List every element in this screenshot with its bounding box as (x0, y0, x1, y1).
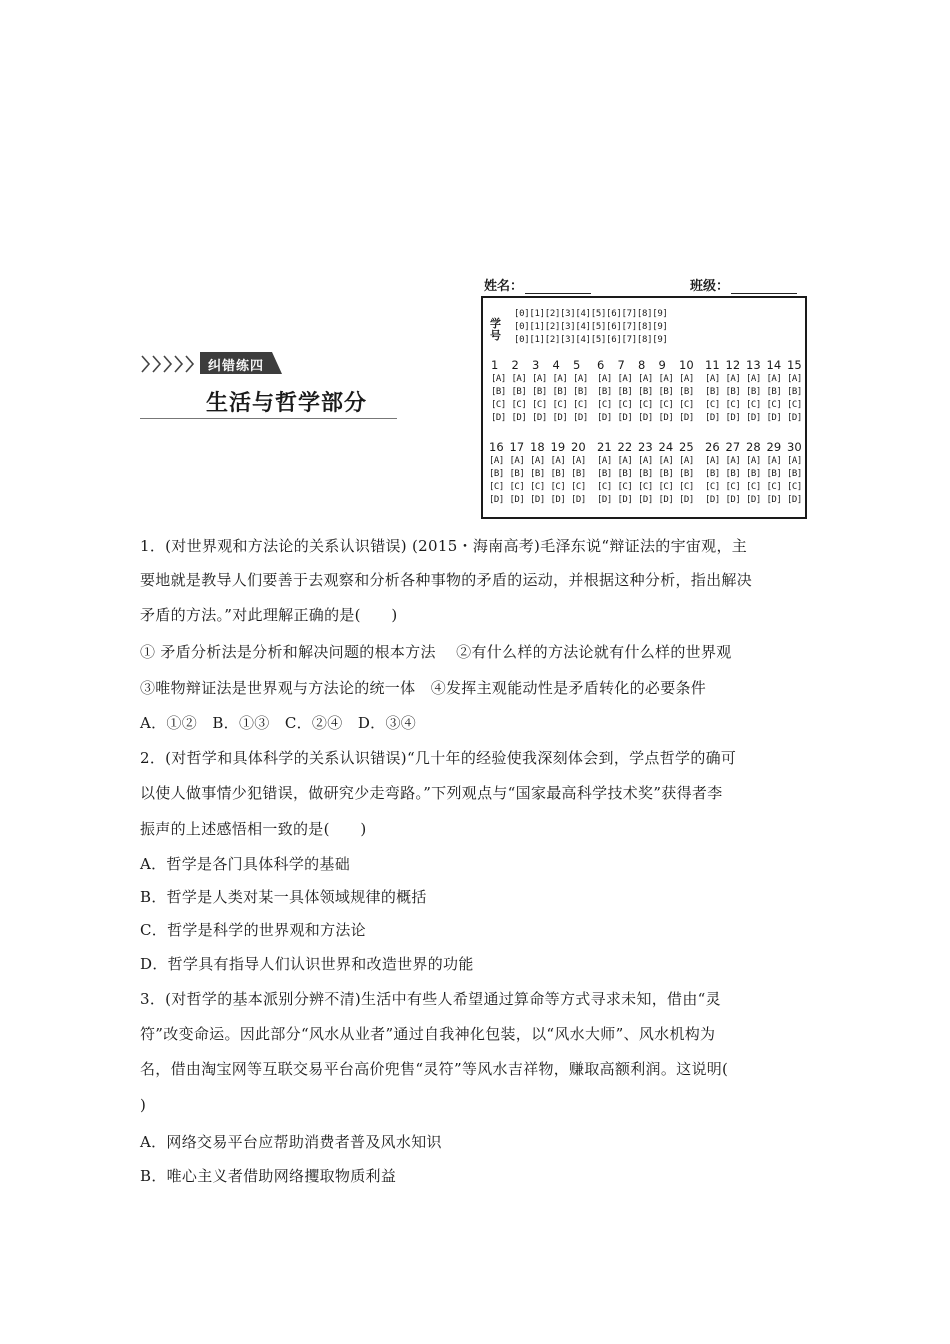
option-bubble: [D] (725, 495, 741, 505)
answer-group (705, 440, 808, 508)
question-number: 14 (766, 358, 782, 372)
option-row-d (491, 413, 594, 426)
option-row-a (597, 374, 700, 387)
option-bubble: [B] (532, 387, 547, 397)
question-number: 19 (550, 440, 566, 454)
option-bubble: [A] (530, 456, 545, 466)
option-bubble: [B] (766, 469, 782, 479)
option-bubble: [A] (571, 456, 586, 466)
question-number: 11 (705, 358, 720, 372)
option-row-d (705, 495, 808, 508)
option-row-d (489, 495, 592, 508)
page-title: 生活与哲学部分 (206, 391, 368, 416)
option-row-c (491, 400, 594, 413)
option-bubble: [A] (617, 374, 633, 384)
option-row-d (705, 413, 808, 426)
option-bubble: [B] (597, 387, 612, 397)
option-bubble: [B] (725, 387, 741, 397)
option-bubble: [A] (617, 456, 633, 466)
option-bubble: [D] (509, 495, 525, 505)
question-3-text: 符”改变命运。因此部分“风水从业者”通过自我神化包装，以“风水大师”、风水机构为 (140, 1025, 716, 1043)
question-number: 3 (532, 358, 540, 372)
question-number: 2 (511, 358, 519, 372)
option-bubble: [B] (705, 469, 720, 479)
option-row-a (705, 456, 808, 469)
question-3-text: ) (140, 1096, 147, 1114)
option-bubble: [D] (573, 413, 588, 423)
option-bubble: [B] (787, 469, 802, 479)
option-row-a (705, 374, 808, 387)
option-bubble: [B] (679, 387, 694, 397)
option-bubble: [D] (787, 413, 802, 423)
option-bubble: [B] (617, 469, 633, 479)
question-number: 9 (658, 358, 666, 372)
question-2-text: 以使人做事情少犯错误，做研究少走弯路。”下列观点与“国家最高科学技术奖”获得者李 (140, 784, 723, 802)
option-bubble: [C] (679, 400, 694, 410)
option-bubbles (597, 456, 700, 508)
question-number: 18 (530, 440, 545, 454)
question-number: 10 (679, 358, 694, 372)
id-row: [0][1][2][3][4][5][6][7][8][9] (514, 335, 668, 345)
option-row-a (491, 374, 594, 387)
option-bubble: [D] (597, 495, 612, 505)
answer-group (489, 440, 592, 508)
option-bubble: [A] (573, 374, 588, 384)
option-row-b (597, 469, 700, 482)
option-row-c (705, 400, 808, 413)
option-bubble: [C] (725, 400, 741, 410)
option-bubble: [D] (746, 495, 761, 505)
option-bubble: [A] (489, 456, 504, 466)
option-bubble: [C] (725, 482, 741, 492)
option-bubble: [B] (679, 469, 694, 479)
option-bubble: [B] (658, 469, 674, 479)
option-bubble: [B] (511, 387, 527, 397)
question-number: 28 (746, 440, 761, 454)
option-bubble: [C] (658, 400, 674, 410)
option-bubble: [D] (746, 413, 761, 423)
option-bubble: [C] (746, 482, 761, 492)
option-bubble: [C] (530, 482, 545, 492)
option-bubble: [B] (550, 469, 566, 479)
title-divider (140, 418, 397, 419)
option-bubble: [A] (787, 374, 802, 384)
option-bubble: [A] (725, 374, 741, 384)
option-bubble: [A] (597, 374, 612, 384)
question-number: 8 (638, 358, 646, 372)
question-number: 7 (617, 358, 625, 372)
option-bubble: [C] (679, 482, 694, 492)
option-bubble: [C] (491, 400, 506, 410)
id-row: [0][1][2][3][4][5][6][7][8][9] (514, 322, 668, 332)
question-number: 20 (571, 440, 586, 454)
question-number: 21 (597, 440, 612, 454)
option-bubble: [D] (617, 495, 633, 505)
option-bubble: [C] (511, 400, 527, 410)
option-bubble: [A] (511, 374, 527, 384)
answer-group (597, 358, 700, 426)
option-bubble: [A] (787, 456, 802, 466)
option-bubble: [D] (552, 413, 568, 423)
student-id-bubbles (514, 308, 668, 347)
option-bubble: [D] (530, 495, 545, 505)
option-row-d (597, 495, 700, 508)
name-blank (525, 279, 591, 294)
option-bubble: [A] (746, 456, 761, 466)
option-row-a (597, 456, 700, 469)
class-field (690, 275, 797, 294)
question-2-option-d: D．哲学具有指导人们认识世界和改造世界的功能 (140, 955, 474, 973)
option-bubble: [D] (658, 495, 674, 505)
option-bubble: [B] (552, 387, 568, 397)
question-number: 25 (679, 440, 694, 454)
option-bubble: [C] (658, 482, 674, 492)
option-bubble: [D] (679, 495, 694, 505)
option-bubble: [C] (573, 400, 588, 410)
option-bubble: [D] (617, 413, 633, 423)
option-bubble: [C] (705, 482, 720, 492)
option-bubble: [D] (725, 413, 741, 423)
option-bubble: [B] (658, 387, 674, 397)
option-bubble: [C] (787, 482, 802, 492)
option-bubble: [C] (509, 482, 525, 492)
answer-group (491, 358, 594, 426)
option-row-c (705, 482, 808, 495)
question-number: 16 (489, 440, 504, 454)
option-row-b (489, 469, 592, 482)
option-bubble: [A] (597, 456, 612, 466)
option-row-c (597, 400, 700, 413)
question-number: 24 (658, 440, 674, 454)
option-bubble: [D] (658, 413, 674, 423)
option-bubble: [D] (571, 495, 586, 505)
option-bubble: [A] (491, 374, 506, 384)
question-number: 26 (705, 440, 720, 454)
section-tag (200, 352, 282, 374)
option-bubble: [A] (638, 456, 653, 466)
option-bubble: [D] (489, 495, 504, 505)
option-bubble: [C] (597, 400, 612, 410)
question-1-text: 要地就是教导人们要善于去观察和分析各种事物的矛盾的运动，并根据这种分析，指出解决 (140, 571, 753, 589)
option-bubble: [B] (530, 469, 545, 479)
answer-group (597, 440, 700, 508)
question-3-option-b: B．唯心主义者借助网络攫取物质利益 (140, 1167, 397, 1185)
option-row-c (489, 482, 592, 495)
option-bubble: [B] (573, 387, 588, 397)
option-bubble: [C] (638, 482, 653, 492)
option-bubble: [A] (658, 456, 674, 466)
id-row: [0][1][2][3][4][5][6][7][8][9] (514, 309, 668, 319)
question-1-text: 1．(对世界观和方法论的关系认识错误) (2015・海南高考)毛泽东说“辩证法的宇宙观，主 (140, 537, 748, 555)
option-bubble: [C] (705, 400, 720, 410)
option-row-d (597, 413, 700, 426)
option-bubble: [B] (638, 387, 653, 397)
option-bubble: [A] (766, 456, 782, 466)
answer-sheet (481, 296, 807, 519)
question-1-options: A．①② B．①③ C．②④ D．③④ (140, 714, 417, 732)
question-2-option-a: A．哲学是各门具体科学的基础 (140, 855, 351, 873)
question-3-option-a: A．网络交易平台应帮助消费者普及风水知识 (140, 1133, 442, 1151)
option-bubble: [A] (705, 456, 720, 466)
option-bubble: [B] (725, 469, 741, 479)
question-2-text: 振声的上述感悟相一致的是( ) (140, 820, 367, 838)
option-bubble: [D] (532, 413, 547, 423)
option-bubble: [B] (571, 469, 586, 479)
option-bubble: [D] (787, 495, 802, 505)
option-bubble: [B] (597, 469, 612, 479)
option-bubble: [B] (746, 387, 761, 397)
class-label: 班级： (690, 279, 730, 294)
option-bubble: [B] (787, 387, 802, 397)
question-number: 1 (491, 358, 499, 372)
question-number: 30 (787, 440, 802, 454)
option-row-b (705, 387, 808, 400)
option-bubble: [D] (491, 413, 506, 423)
option-bubble: [D] (766, 413, 782, 423)
option-bubble: [B] (705, 387, 720, 397)
option-bubble: [D] (705, 495, 720, 505)
question-number: 15 (787, 358, 802, 372)
option-bubble: [C] (787, 400, 802, 410)
question-number: 27 (725, 440, 741, 454)
option-bubble: [A] (638, 374, 653, 384)
option-bubble: [D] (705, 413, 720, 423)
option-row-c (597, 482, 700, 495)
question-3-text: 名，借由淘宝网等互联交易平台高价兜售“灵符”等风水吉祥物，赚取高额利润。这说明( (140, 1060, 729, 1078)
question-number: 13 (746, 358, 761, 372)
option-row-b (491, 387, 594, 400)
name-label: 姓名： (484, 279, 524, 294)
section-tag-label: 纠错练四 (208, 359, 265, 374)
question-number: 17 (509, 440, 525, 454)
option-bubble: [A] (679, 456, 694, 466)
option-bubble: [D] (679, 413, 694, 423)
option-bubble: [D] (597, 413, 612, 423)
question-number: 23 (638, 440, 653, 454)
option-row-b (597, 387, 700, 400)
answer-group (705, 358, 808, 426)
option-bubble: [B] (491, 387, 506, 397)
option-bubble: [A] (766, 374, 782, 384)
question-2-text: 2．(对哲学和具体科学的关系认识错误)“几十年的经验使我深刻体会到，学点哲学的确可 (140, 749, 737, 767)
option-bubbles (491, 374, 594, 426)
option-bubble: [B] (746, 469, 761, 479)
question-1-statements: ① 矛盾分析法是分析和解决问题的根本方法 ②有什么样的方法论就有什么样的世界观 (140, 643, 732, 661)
option-bubbles (705, 374, 808, 426)
question-number: 4 (552, 358, 560, 372)
name-field (484, 275, 591, 294)
option-row-a (489, 456, 592, 469)
option-bubble: [D] (638, 413, 653, 423)
option-bubbles (705, 456, 808, 508)
option-bubble: [C] (571, 482, 586, 492)
option-bubble: [C] (489, 482, 504, 492)
option-bubble: [C] (617, 482, 633, 492)
option-bubble: [C] (766, 482, 782, 492)
question-3-text: 3．(对哲学的基本派别分辨不清)生活中有些人希望通过算命等方式寻求未知，借由“灵 (140, 990, 721, 1008)
option-bubble: [A] (705, 374, 720, 384)
question-number: 29 (766, 440, 782, 454)
question-2-option-b: B．哲学是人类对某一具体领域规律的概括 (140, 888, 427, 906)
option-bubbles (489, 456, 592, 508)
option-bubbles (597, 374, 700, 426)
option-bubble: [A] (679, 374, 694, 384)
option-bubble: [B] (617, 387, 633, 397)
option-bubble: [A] (725, 456, 741, 466)
option-bubble: [D] (638, 495, 653, 505)
option-row-b (705, 469, 808, 482)
option-bubble: [B] (766, 387, 782, 397)
option-bubble: [A] (746, 374, 761, 384)
option-bubble: [C] (550, 482, 566, 492)
question-1-text: 矛盾的方法。”对此理解正确的是( ) (140, 606, 398, 624)
class-blank (731, 279, 797, 294)
option-bubble: [C] (746, 400, 761, 410)
option-bubble: [C] (552, 400, 568, 410)
option-bubble: [D] (550, 495, 566, 505)
option-bubble: [A] (550, 456, 566, 466)
option-bubble: [D] (511, 413, 527, 423)
option-bubble: [C] (532, 400, 547, 410)
option-bubble: [C] (766, 400, 782, 410)
question-number: 12 (725, 358, 741, 372)
option-bubble: [C] (617, 400, 633, 410)
chevron-decoration-icon (140, 353, 200, 375)
option-bubble: [C] (638, 400, 653, 410)
question-2-option-c: C．哲学是科学的世界观和方法论 (140, 921, 366, 939)
question-1-statements: ③唯物辩证法是世界观与方法论的统一体 ④发挥主观能动性是矛盾转化的必要条件 (140, 679, 707, 697)
option-bubble: [B] (638, 469, 653, 479)
option-bubble: [C] (597, 482, 612, 492)
question-number: 5 (573, 358, 581, 372)
question-number: 22 (617, 440, 633, 454)
question-number: 6 (597, 358, 605, 372)
option-bubble: [A] (532, 374, 547, 384)
option-bubble: [A] (658, 374, 674, 384)
option-bubble: [B] (509, 469, 525, 479)
option-bubble: [A] (552, 374, 568, 384)
option-bubble: [A] (509, 456, 525, 466)
option-bubble: [B] (489, 469, 504, 479)
student-id-label: 学号 (490, 317, 501, 342)
option-bubble: [D] (766, 495, 782, 505)
